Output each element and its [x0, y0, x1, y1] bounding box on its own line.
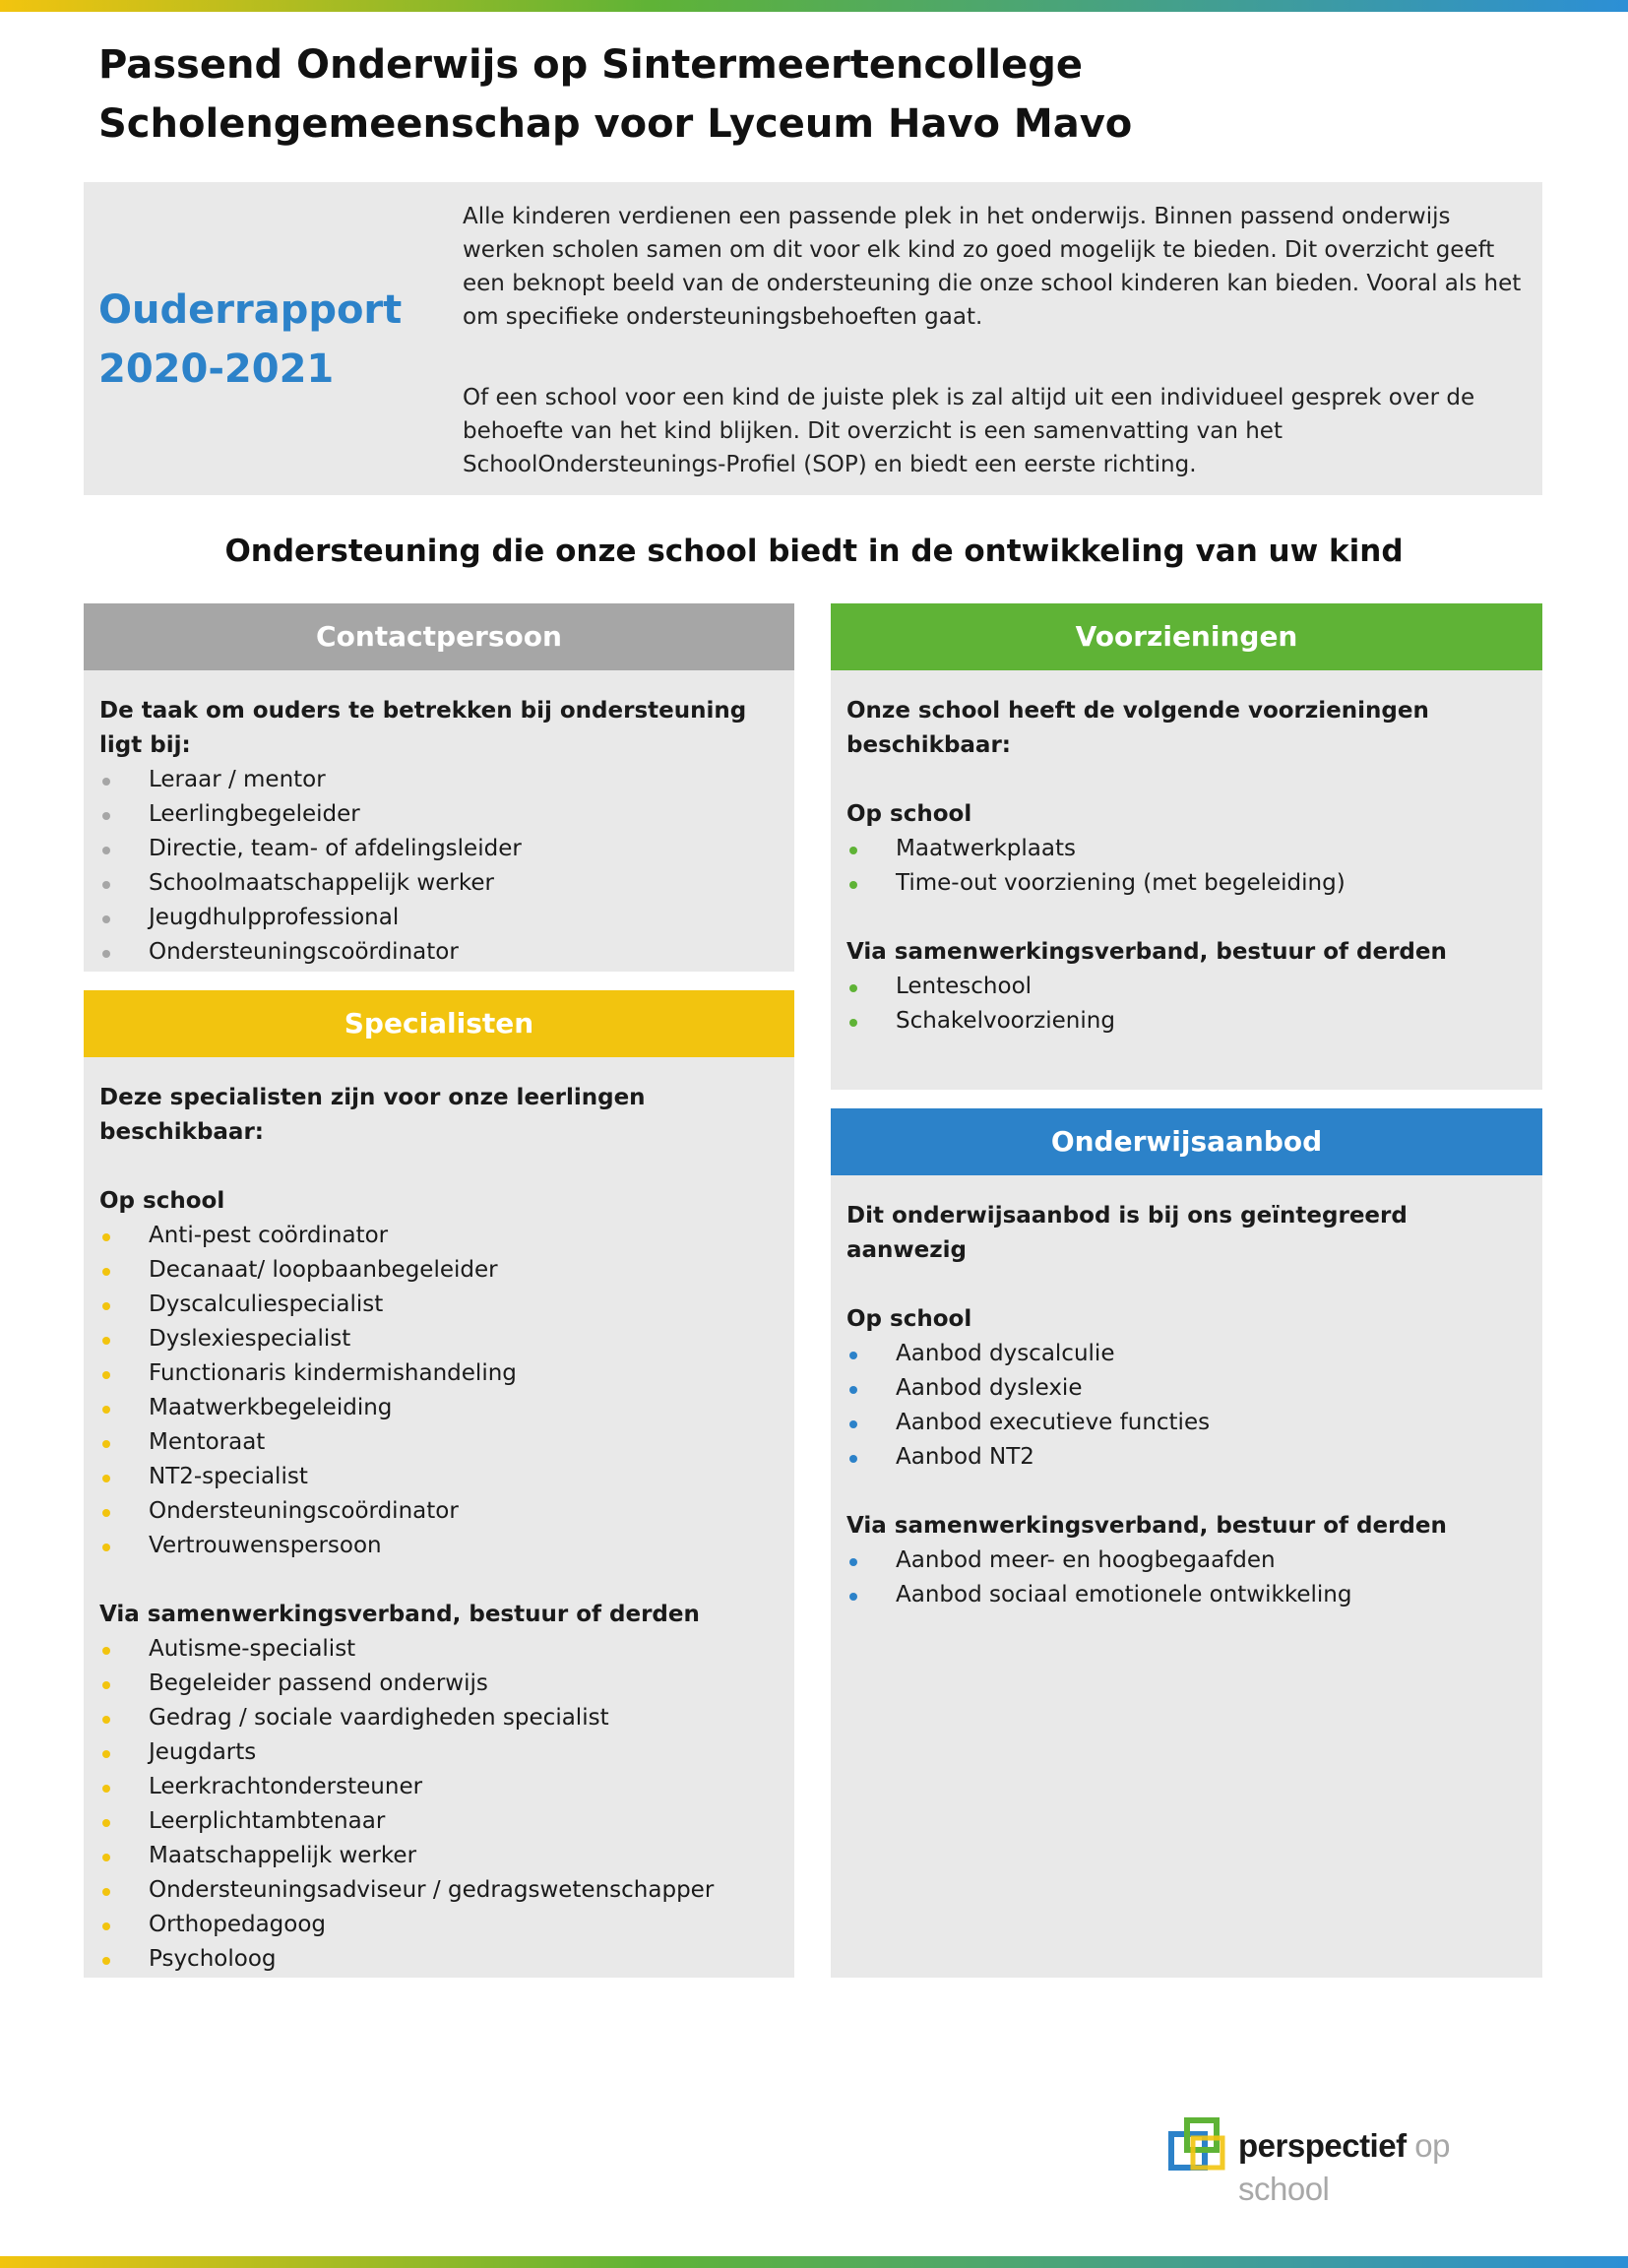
specialisten-body	[84, 1057, 794, 1996]
intro-box	[84, 182, 1542, 495]
list-item: Maatschappelijk werker	[99, 1839, 779, 1873]
list-item: Leerlingbegeleider	[99, 797, 779, 832]
list-item: Aanbod NT2	[846, 1440, 1527, 1475]
contact-intro: De taak om ouders te betrekken bij ondersteuning ligt bij:	[99, 698, 747, 758]
list-item: Dyslexiespecialist	[99, 1322, 779, 1356]
intro-paragraph: Of een school voor een kind de juiste plek is zal altijd uit een individueel gesprek over de behoefte van het kind blijken. Dit overzicht is een samenvatting van het SchoolOndersteunings-Profiel (SOP) en biedt een eerste richting.	[463, 385, 1475, 477]
intro-paragraph: Alle kinderen verdienen een passende plek in het onderwijs. Binnen passend onderwijs werken scholen samen om dit voor elk kind zo goed mogelijk te bieden. Dit overzicht geeft een beknopt beeld van de ondersteuning die onze school kinderen kan bieden. Vooral als het om specifieke ondersteuningsbehoeften gaat.	[463, 204, 1522, 330]
list-item: Ondersteuningscoördinator	[99, 1494, 779, 1529]
contact-body	[84, 670, 794, 989]
voorzieningen-via-list	[846, 970, 1527, 1039]
onderwijsaanbod-panel	[831, 1108, 1542, 1978]
list-item: Time-out voorziening (met begeleiding)	[846, 866, 1527, 901]
contact-list	[99, 763, 779, 970]
bottom-color-bar	[0, 2256, 1628, 2268]
list-item: Psycholoog	[99, 1942, 779, 1977]
contact-heading: Contactpersoon	[84, 603, 794, 670]
perspectief-op-school-logo	[1167, 2116, 1541, 2207]
onderwijsaanbod-via-list	[846, 1544, 1527, 1612]
report-title-line2: 2020-2021	[98, 346, 335, 392]
list-item: Autisme-specialist	[99, 1632, 779, 1667]
logo-word-perspectief: perspectief	[1238, 2127, 1407, 2164]
onderwijsaanbod-via-label: Via samenwerkingsverband, bestuur of derden	[846, 1513, 1447, 1539]
specialisten-intro: Deze specialisten zijn voor onze leerlingen beschikbaar:	[99, 1085, 646, 1145]
list-item: Maatwerkbegeleiding	[99, 1391, 779, 1425]
onderwijsaanbod-body	[831, 1175, 1542, 1632]
onderwijsaanbod-intro: Dit onderwijsaanbod is bij ons geïntegreerd aanwezig	[846, 1203, 1408, 1263]
list-item: Leerplichtambtenaar	[99, 1804, 779, 1839]
list-item: Directie, team- of afdelingsleider	[99, 832, 779, 866]
voorzieningen-heading: Voorzieningen	[831, 603, 1542, 670]
list-item: Decanaat/ loopbaanbegeleider	[99, 1253, 779, 1288]
list-item: Dyscalculiespecialist	[99, 1288, 779, 1322]
onderwijsaanbod-school-label: Op school	[846, 1306, 972, 1332]
top-color-bar	[0, 0, 1628, 12]
list-item: Schoolmaatschappelijk werker	[99, 866, 779, 901]
voorzieningen-panel	[831, 603, 1542, 1090]
voorzieningen-school-label: Op school	[846, 801, 972, 827]
page-title: Passend Onderwijs op Sintermeertencollege Scholengemeenschap voor Lyceum Havo Mavo	[98, 42, 1133, 147]
section-subtitle: Ondersteuning die onze school biedt in de ontwikkeling van uw kind	[224, 534, 1404, 569]
list-item: Aanbod meer- en hoogbegaafden	[846, 1544, 1527, 1578]
logo-word-op-school: op school	[1238, 2127, 1450, 2207]
intro-text	[463, 200, 1526, 481]
list-item: Schakelvoorziening	[846, 1004, 1527, 1039]
list-item: Aanbod sociaal emotionele ontwikkeling	[846, 1578, 1527, 1612]
specialisten-school-list	[99, 1219, 779, 1563]
onderwijsaanbod-heading: Onderwijsaanbod	[831, 1108, 1542, 1175]
list-item: Aanbod dyslexie	[846, 1371, 1527, 1406]
list-item: Begeleider passend onderwijs	[99, 1667, 779, 1701]
list-item: Lenteschool	[846, 970, 1527, 1004]
onderwijsaanbod-school-list	[846, 1337, 1527, 1475]
list-item: Gedrag / sociale vaardigheden specialist	[99, 1701, 779, 1735]
list-item: Leerkrachtondersteuner	[99, 1770, 779, 1804]
voorzieningen-intro: Onze school heeft de volgende voorzieningen beschikbaar:	[846, 698, 1429, 758]
voorzieningen-via-label: Via samenwerkingsverband, bestuur of derden	[846, 939, 1447, 965]
specialisten-panel	[84, 990, 794, 1978]
list-item: Aanbod executieve functies	[846, 1406, 1527, 1440]
logo-squares-icon	[1167, 2116, 1234, 2177]
list-item: Jeugdhulpprofessional	[99, 901, 779, 935]
voorzieningen-school-list	[846, 832, 1527, 901]
specialisten-via-list	[99, 1632, 779, 1977]
specialisten-heading: Specialisten	[84, 990, 794, 1057]
list-item: Leraar / mentor	[99, 763, 779, 797]
list-item: Ondersteuningscoördinator	[99, 935, 779, 970]
list-item: Anti-pest coördinator	[99, 1219, 779, 1253]
specialisten-school-label: Op school	[99, 1188, 225, 1214]
list-item: Vertrouwenspersoon	[99, 1529, 779, 1563]
list-item: Orthopedagoog	[99, 1908, 779, 1942]
list-item: Mentoraat	[99, 1425, 779, 1460]
report-title-line1: Ouderrapport	[98, 287, 403, 333]
specialisten-via-label: Via samenwerkingsverband, bestuur of derden	[99, 1602, 700, 1627]
list-item: Ondersteuningsadviseur / gedragswetenschapper	[99, 1873, 779, 1908]
logo-text	[1238, 2124, 1541, 2211]
list-item: Aanbod dyscalculie	[846, 1337, 1527, 1371]
list-item: Maatwerkplaats	[846, 832, 1527, 866]
contact-panel	[84, 603, 794, 972]
list-item: Functionaris kindermishandeling	[99, 1356, 779, 1391]
list-item: NT2-specialist	[99, 1460, 779, 1494]
voorzieningen-body	[831, 670, 1542, 1058]
list-item: Jeugdarts	[99, 1735, 779, 1770]
report-title	[98, 281, 423, 399]
